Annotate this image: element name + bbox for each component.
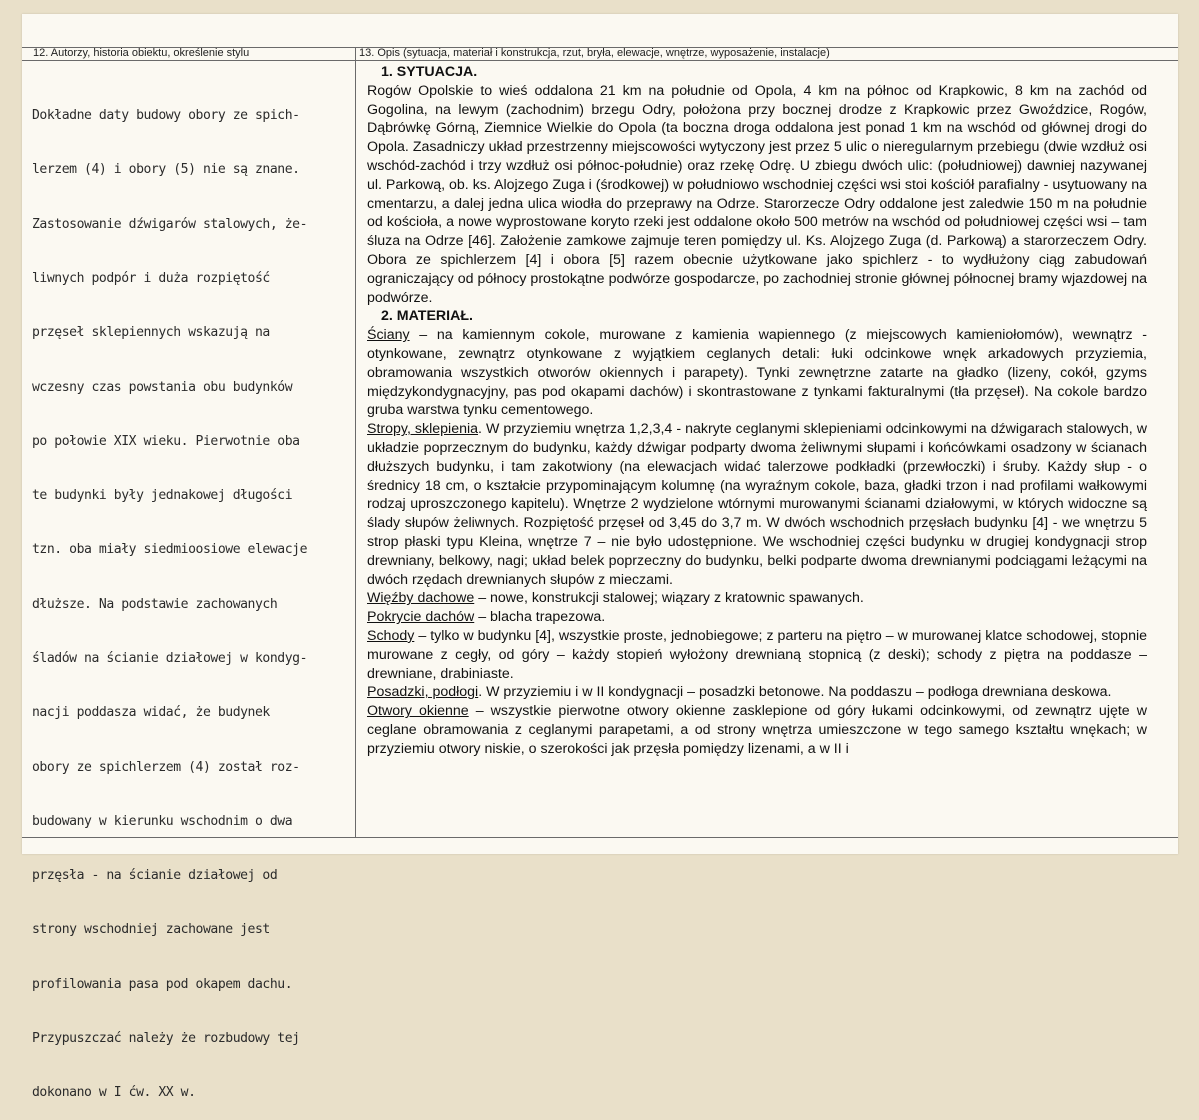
- column-divider: [355, 47, 356, 837]
- windows-label: Otwory okienne: [367, 703, 469, 720]
- floors-label: Posadzki, podłogi: [367, 684, 479, 701]
- roofing-label: Pokrycie dachów: [367, 609, 475, 626]
- stairs-paragraph: [367, 627, 1147, 683]
- history-line: tzn. oba miały siedmioosiowe elewacje: [32, 542, 308, 558]
- trusses-text: – nowe, konstrukcji stalowej; wiązary z kratownic spawanych.: [474, 590, 864, 607]
- history-line: lerzem (4) i obory (5) nie są znane.: [32, 162, 300, 178]
- header-bottom-rule: [22, 60, 1178, 61]
- history-line: dłuższe. Na podstawie zachowanych: [32, 596, 278, 612]
- history-line: Dokładne daty budowy obory ze spich-: [32, 108, 300, 124]
- history-line: przęsła - na ścianie działowej od: [32, 868, 278, 884]
- history-typewritten-text: [32, 71, 350, 1120]
- trusses-paragraph: [367, 589, 1147, 608]
- history-line: Przypuszczać należy że rozbudowy tej: [32, 1030, 300, 1046]
- ceilings-paragraph: [367, 420, 1147, 589]
- section-title-situation: 1. SYTUACJA.: [381, 64, 478, 80]
- history-line: śladów na ścianie działowej w kondyg-: [32, 651, 308, 666]
- situation-paragraph: Rogów Opolskie to wieś oddalona 21 km na południe od Opola, 4 km na północ od Krapkowic, 8 km na zachód od Gogolina, na lewym (zachodnim) brzegu Odry, położona przy bocznej drodze z Krapkowic przez Gwoździce, Rogów, Dąbrówkę Górną, Ziemnice Wielkie do Opola (ta boczna droga oddalona jest ponad 1 km na wschód od głównej drogi do Opola. Zasadniczy układ przestrzenny miejscowości wytyczony jest przez 5 ulic o nieregularnym przebiegu (dwie wzdłuż osi wschód-zachód i trzy wzdłuż osi północ-południe) oraz rzekę Odrę. U zbiegu dwóch ulic: (południowej) dawniej nazywanej ul. Parkową, ob. ks. Alojzego Zuga i (środkowej) w południowo wschodniej części wsi stoi kościół parafialny - usytuowany na cmentarzu, a dalej jedna ulica wiodła do przeprawy na Odrze. Starorzecze Odry oddalone jest zaledwie 150 m na południe od kościoła, a nowe wyprostowane koryto rzeki jest oddalone około 500 metrów na wschód od południowej części wsi – tam śluza na Odrze [46]. Założenie zamkowe zajmuje teren pomiędzy ul. Ks. Alojzego Zuga (d. Parkową) a starorzeczem Odry. Obora ze spichlerzem [4] i obora [5] razem obecnie użytkowane jako spichlerz - to wydłużony ciąg zabudowań ograniczający od północy prostokątne podwórze gospodarcze, po zachodniej stronie głównej północnej bramy wjazdowej na podwórze.: [367, 82, 1147, 306]
- walls-text: – na kamiennym cokole, murowane z kamienia wapiennego (z miejscowych kamieniołomów), wewnątrz - otynkowane, zewnątrz otynkowane z wyjątkiem ceglanych detali: łuki odcinkowe wnęk arkadowych przyziemia, obramowania wszystkich otworów okiennych i parapety). Tynki zewnętrzne zatarte na gładko (lizeny, cokół, gzyms międzykondygnacyjny, pas pod okapami dachów) i skontrastowane z tynkami fakturalnymi (tła przęseł). Na cokole bardzo gruba warstwa tynku cementowego.: [367, 327, 1147, 419]
- roofing-paragraph: [367, 608, 1147, 627]
- walls-label: Ściany: [367, 327, 410, 344]
- history-line: nacji poddasza widać, że budynek: [32, 705, 270, 721]
- history-line: profilowania pasa pod okapem dachu.: [32, 976, 293, 992]
- history-line: Zastosowanie dźwigarów stalowych, że-: [32, 216, 308, 232]
- history-line: strony wschodniej zachowane jest: [32, 922, 270, 938]
- roofing-text: – blacha trapezowa.: [474, 609, 606, 626]
- history-line: po połowie XIX wieku. Pierwotnie oba: [32, 433, 300, 449]
- history-line: te budynki były jednakowej długości: [32, 488, 293, 504]
- history-line: budowany w kierunku wschodnim o dwa: [32, 813, 293, 829]
- windows-text: – wszystkie pierwotne otwory okienne zasklepione od góry łukami odcinkowymi, od zewnątrz ujęte w ceglane obramowania z ceglanymi parapetami, a od strony wnętrza umieszczone w tego samego kształtu wnękach; w przyziemiu otwory niskie, o szerokości jak przęsła pomiędzy lizenami, a w II i: [367, 703, 1147, 757]
- history-line: dokonano w I ćw. XX w.: [32, 1085, 196, 1101]
- walls-paragraph: [367, 326, 1147, 420]
- ceilings-label: Stropy, sklepienia: [367, 421, 479, 438]
- stairs-text: – tylko w budynku [4], wszystkie proste, jednobiegowe; z parteru na piętro – w murowanej klatce schodowej, stopnie murowane z cegły, od góry – każdy stopień wyłożony drewnianą stopnicą (z deski); schody z piętra na poddasze – drewniane, drabiniaste.: [367, 627, 1147, 682]
- history-line: przęseł sklepiennych wskazują na: [32, 325, 270, 341]
- description-text: [367, 63, 1147, 758]
- floors-paragraph: [367, 683, 1147, 702]
- column-13-header: 13. Opis (sytuacja, materiał i konstrukcja, rzut, bryła, elewacje, wnętrze, wyposażenie, instalacje): [359, 47, 830, 59]
- section-title-material: 2. MATERIAŁ.: [381, 308, 473, 325]
- history-line: obory ze spichlerzem (4) został roz-: [32, 759, 300, 775]
- windows-paragraph: [367, 702, 1147, 758]
- trusses-label: Więźby dachowe: [367, 590, 475, 607]
- column-12-header: 12. Autorzy, historia obiektu, określenie stylu: [33, 47, 250, 59]
- stairs-label: Schody: [367, 627, 415, 644]
- history-line: wczesny czas powstania obu budynków: [32, 379, 293, 395]
- floors-text: . W przyziemiu i w II kondygnacji – posadzki betonowe. Na poddaszu – podłoga drewniana deskowa.: [478, 684, 1112, 701]
- history-line: liwnych podpór i duża rozpiętość: [32, 271, 270, 287]
- ceilings-text: . W przyziemiu wnętrza 1,2,3,4 - nakryte ceglanymi sklepieniami odcinkowymi na dźwigarach stalowych, w układzie poprzecznym do budynku, każdy dźwigar podparty dwoma żeliwnymi słupami i końcówkami osadzony w ścianach dłuższych budynku, i tam zakotwiony (na elewacjach widać talerzowe podkładki (przewłoczki) i śruby. Każdy słup - o średnicy 18 cm, o kształcie przypominającym kolumnę (na wyraźnym cokole, baza, gładki trzon i nad profilami wałkowymi rodzaj uproszczonego kapitelu). Wnętrze 2 wydzielone wtórnymi murowanymi ścianami działowymi, w których widoczne są ślady słupów żeliwnych. Rozpiętość przęseł od 3,45 do 3,7 m. W dwóch wschodnich przęsłach budynku [4] - we wnętrzu 5 strop płaski typu Kleina, wnętrze 7 – nie było udostępnione. We wschodniej części budynku w drugiej kondygnacji strop drewniany, belkowy, nagi; układ belek poprzeczny do budynku, belki podparte dwoma drewnianymi podciągami leżącymi na dwóch rzędach drewnianych słupów z mieczami.: [367, 421, 1147, 588]
